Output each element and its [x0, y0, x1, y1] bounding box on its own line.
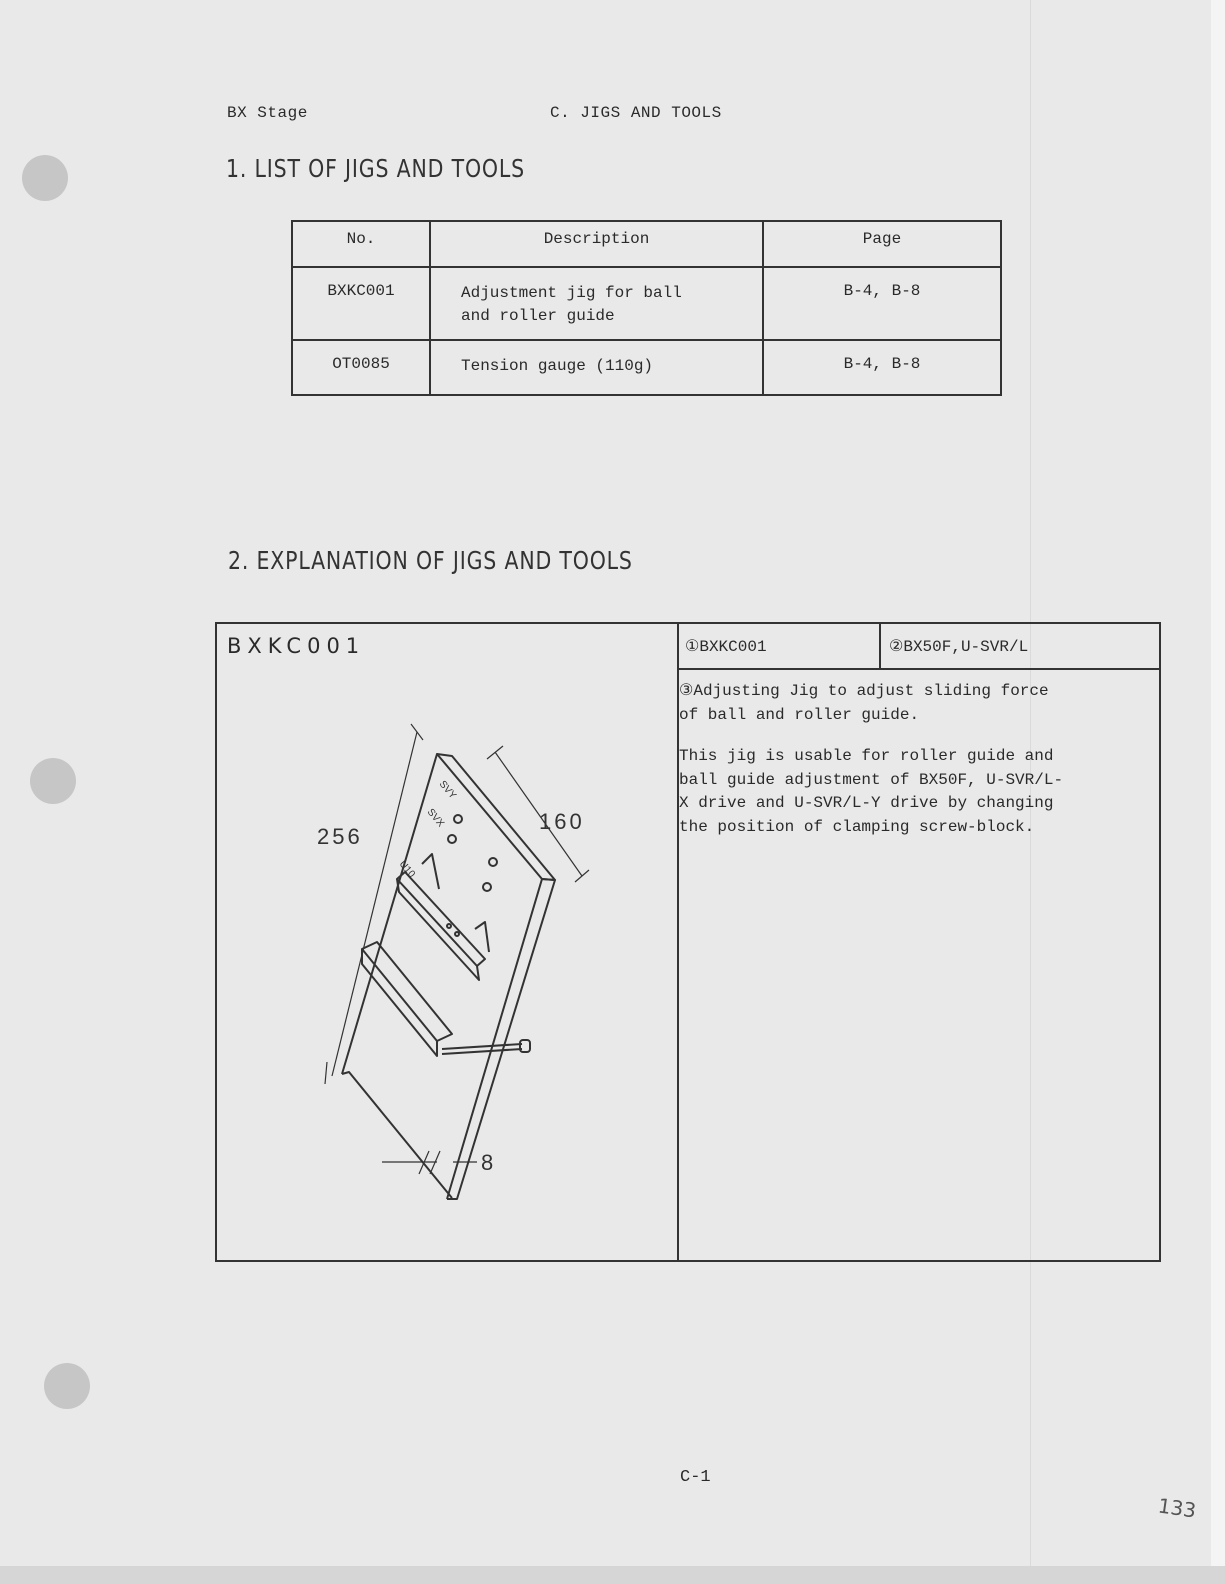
rod [442, 1044, 522, 1049]
col-header-page: Page [763, 221, 1001, 267]
pin-left [422, 854, 439, 889]
hole [489, 858, 497, 866]
model-cell: ②BX50F,U-SVR/L [889, 638, 1029, 656]
cell-page: B-4, B-8 [763, 340, 1001, 395]
dim-thickness-label: 8 [481, 1150, 494, 1175]
cell-page: B-4, B-8 [763, 267, 1001, 340]
dim-tick [487, 746, 503, 759]
binder-hole-bottom [44, 1363, 90, 1409]
table-row [292, 340, 1001, 395]
page-number: C-1 [680, 1468, 711, 1487]
paper-edge [1211, 0, 1225, 1584]
clamp-block-face [397, 879, 479, 980]
table-header-row [292, 221, 1001, 267]
usage-line: the position of clamping screw-block. [679, 817, 1035, 836]
jig-plate-side-edge [447, 879, 555, 1199]
dim-width-label: 160 [539, 809, 585, 834]
hole-small [447, 924, 451, 928]
dim-tick [575, 870, 589, 882]
section1-title: 1. LIST OF JIGS AND TOOLS [226, 154, 525, 183]
explanation-panel [215, 622, 1161, 1262]
pin-right [475, 922, 489, 952]
usage-line: X drive and U-SVR/L-Y drive by changing [679, 794, 1054, 812]
cell-description-line: and roller guide [461, 307, 615, 325]
explanation-text [679, 680, 1149, 857]
cell-description-line: Tension gauge (110g) [461, 357, 654, 375]
dim-tick [411, 724, 423, 740]
drawing-panel [217, 624, 679, 1260]
guide-bar [362, 942, 452, 1041]
hole-small [455, 932, 459, 936]
rod-knob [520, 1040, 530, 1052]
col-header-description: Description [430, 221, 763, 267]
jigs-table [291, 220, 1002, 396]
table-row [292, 267, 1001, 340]
plate-marking-3: U10 [396, 858, 417, 880]
purpose-line: of ball and roller guide. [679, 705, 920, 724]
rod-lower [442, 1049, 522, 1054]
section2-title: 2. EXPLANATION OF JIGS AND TOOLS [228, 546, 633, 575]
hole [448, 835, 456, 843]
handwritten-note: 133 [1156, 1493, 1198, 1523]
jig-plate-bottom-edge [342, 1072, 452, 1198]
col-header-no: No. [292, 221, 430, 267]
cell-description [430, 340, 763, 395]
dim-length-label: 256 [317, 824, 363, 849]
jig-drawing [277, 704, 637, 1175]
part-number-cell: ①BXKC001 [679, 624, 881, 668]
hole [454, 815, 462, 823]
jig-code: BXKC001 [227, 634, 366, 658]
cell-no: BXKC001 [292, 267, 430, 340]
hole [483, 883, 491, 891]
clamp-block [397, 872, 485, 966]
binder-hole-top [22, 155, 68, 201]
usage-line: This jig is usable for roller guide and [679, 747, 1054, 765]
plate-marking-2: SVX [424, 806, 446, 830]
header-right: C. JIGS AND TOOLS [550, 104, 722, 122]
binder-hole-middle [30, 758, 76, 804]
cell-no: OT0085 [292, 340, 430, 395]
purpose-line: ③Adjusting Jig to adjust sliding force [679, 682, 1049, 700]
plate-marking-1: SVY [436, 778, 458, 802]
cell-description [430, 267, 763, 340]
paper-bottom-edge [0, 1566, 1225, 1584]
dim-tick [325, 1062, 327, 1084]
info-header [679, 624, 1159, 670]
purpose-paragraph [679, 680, 1149, 727]
header-left: BX Stage [227, 104, 308, 122]
cell-description-line: Adjustment jig for ball [461, 284, 682, 302]
dim-line-length [332, 732, 417, 1076]
usage-paragraph [679, 745, 1149, 839]
usage-line: ball guide adjustment of BX50F, U-SVR/L- [679, 770, 1064, 789]
